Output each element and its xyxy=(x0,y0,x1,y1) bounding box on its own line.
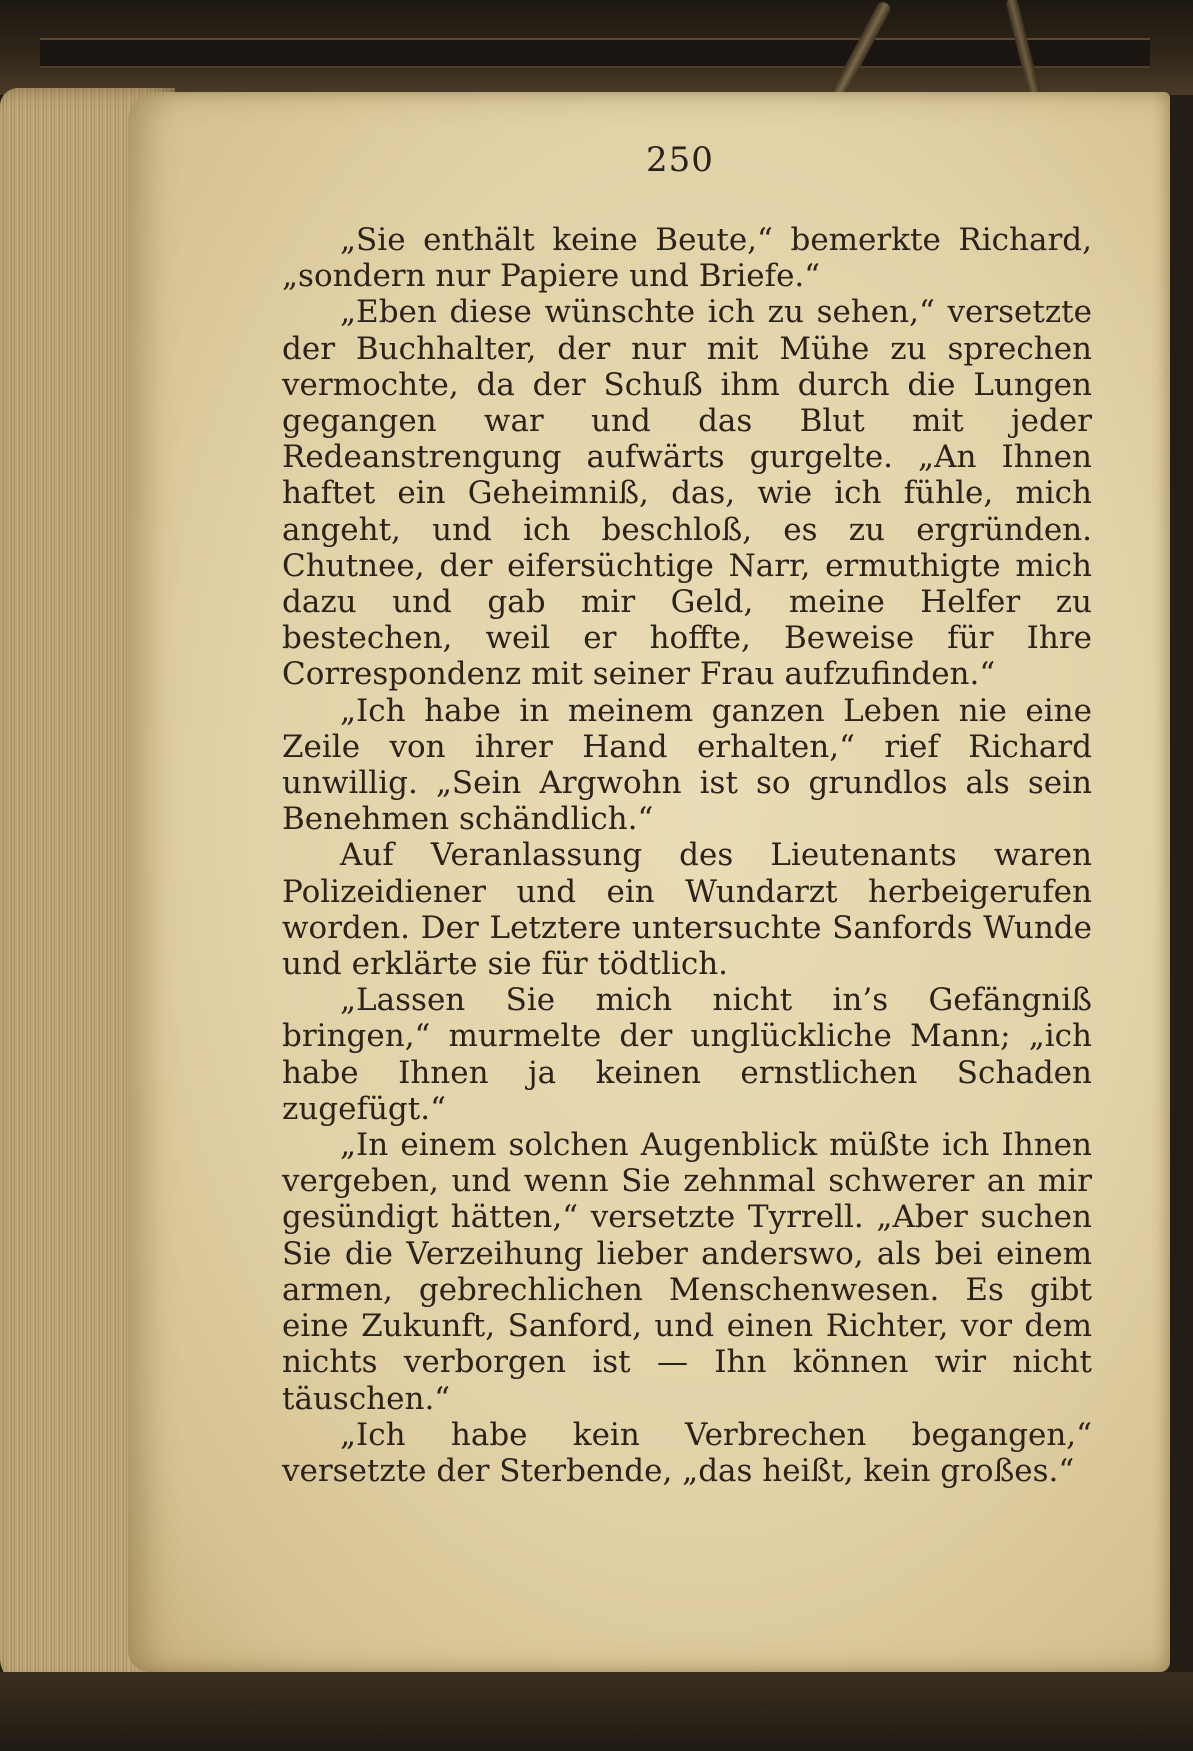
page-number: 250 xyxy=(646,140,714,180)
book-spine-band xyxy=(40,38,1150,68)
paragraph: „In einem solchen Augenblick müßte ich Ihnen vergeben, und wenn Sie zehnmal schwerer an mir gesündigt hätten,“ versetzte Tyrrell. „Aber suchen Sie die Verzeihung lieber anderswo, als bei einem armen, gebrechlichen Menschenwesen. Es gibt eine Zukunft, Sanford, und einen Richter, vor dem nichts verborgen ist — Ihn können wir nicht täuschen.“ xyxy=(282,1127,1092,1417)
paragraph: „Ich habe in meinem ganzen Leben nie eine Zeile von ihrer Hand erhalten,“ rief Richard unwillig. „Sein Argwohn ist so grundlos als sein Benehmen schändlich.“ xyxy=(282,692,1092,838)
paragraph: „Ich habe kein Verbrechen begangen,“ versetzte der Sterbende, „das heißt, kein großes.“ xyxy=(282,1416,1092,1489)
paragraph: „Lassen Sie mich nicht in’s Gefängniß bringen,“ murmelte der unglückliche Mann; „ich habe Ihnen ja keinen ernstlichen Schaden zugefügt.“ xyxy=(282,982,1092,1127)
paragraph: Auf Veranlassung des Lieutenants waren Polizeidiener und ein Wundarzt herbeigerufen worden. Der Letztere untersuchte Sanfords Wunde und erklärte sie für tödtlich. xyxy=(282,837,1092,983)
paragraph: „Eben diese wünschte ich zu sehen,“ versetzte der Buchhalter, der nur mit Mühe zu sprechen vermochte, da der Schuß ihm durch die Lungen gegangen war und das Blut mit jeder Redeanstrengung aufwärts gurgelte. „An Ihnen haftet ein Geheimniß, das, wie ich fühle, mich angeht, und ich beschloß, es zu ergründen. Chutnee, der eifersüchtige Narr, ermuthigte mich dazu und gab mir Geld, meine Helfer zu bestechen, weil er hoffte, Beweise für Ihre Correspondenz mit seiner Frau aufzufinden.“ xyxy=(282,294,1092,693)
page-text xyxy=(282,222,1092,1489)
book-cover-top xyxy=(0,0,1193,95)
paragraph: „Sie enthält keine Beute,“ bemerkte Richard, „sondern nur Papiere und Briefe.“ xyxy=(282,222,1092,295)
book-cover-bottom xyxy=(0,1672,1193,1751)
